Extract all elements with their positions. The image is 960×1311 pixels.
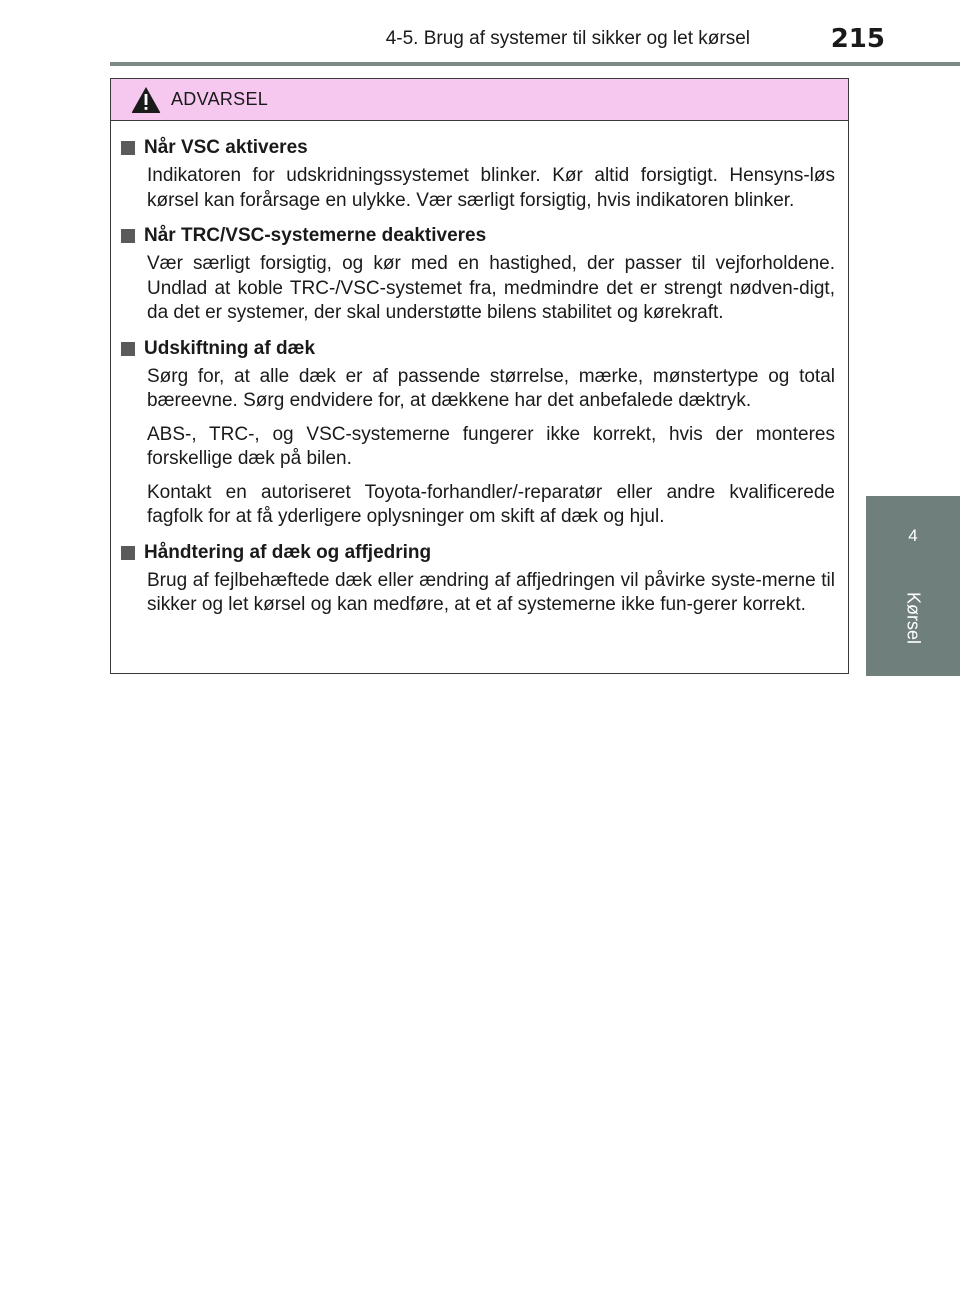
warning-section (121, 224, 835, 326)
square-bullet-icon (121, 141, 135, 155)
section-heading (121, 337, 835, 361)
section-title: 4-5. Brug af systemer til sikker og let kørsel (385, 28, 750, 49)
section-heading-text: Når TRC/VSC-systemerne deaktiveres (144, 225, 487, 246)
warning-triangle-icon (131, 86, 161, 114)
header-divider (110, 62, 960, 66)
warning-section (121, 136, 835, 213)
square-bullet-icon (121, 546, 135, 560)
section-heading (121, 136, 835, 160)
section-heading (121, 541, 835, 565)
section-paragraph: Sørg for, at alle dæk er af passende størrelse, mærke, mønstertype og total bæreevne. Sørg endvidere for, at dækkene har det anbefalede dæktryk. (147, 365, 835, 411)
warning-body (111, 121, 848, 618)
section-paragraph: Indikatoren for udskridningssystemet blinker. Kør altid forsigtigt. Hensyns-løs kørsel kan forårsage en ulykke. Vær særligt forsigtig, hvis indikatoren blinker. (147, 165, 835, 211)
warning-section (121, 541, 835, 618)
section-paragraph: Kontakt en autoriseret Toyota-forhandler/-reparatør eller andre kvalificerede fagfolk for at få yderligere oplysninger om skift af dæk og hjul. (147, 481, 835, 527)
warning-box (110, 78, 849, 674)
square-bullet-icon (121, 229, 135, 243)
section-paragraph: ABS-, TRC-, og VSC-systemerne fungerer ikke korrekt, hvis der monteres forskellige dæk på bilen. (147, 423, 835, 469)
warning-header (111, 79, 848, 121)
chapter-label: Kørsel (903, 591, 924, 645)
section-heading-text: Udskiftning af dæk (144, 337, 316, 359)
page-number: 215 (830, 24, 885, 54)
section-heading-text: Håndtering af dæk og affjedring (144, 541, 432, 563)
section-paragraph: Brug af fejlbehæftede dæk eller ændring af affjedringen vil påvirke syste-merne til sikker og let kørsel og kan medføre, at et af systemerne ikke fun-gerer korrekt. (147, 569, 835, 615)
chapter-label-container (866, 578, 960, 658)
square-bullet-icon (121, 342, 135, 356)
warning-section (121, 337, 835, 530)
warning-label: ADVARSEL (171, 89, 269, 109)
section-heading (121, 224, 835, 248)
section-heading-text: Når VSC aktiveres (144, 137, 308, 158)
chapter-number: 4 (908, 526, 918, 545)
section-paragraph: Vær særligt forsigtig, og kør med en hastighed, der passer til vejforholdene. Undlad at koble TRC-/VSC-systemet fra, medmindre det er strengt nødven-digt, da det er systemer, der skal understøtte bilens stabilitet og kørekraft. (147, 253, 835, 323)
